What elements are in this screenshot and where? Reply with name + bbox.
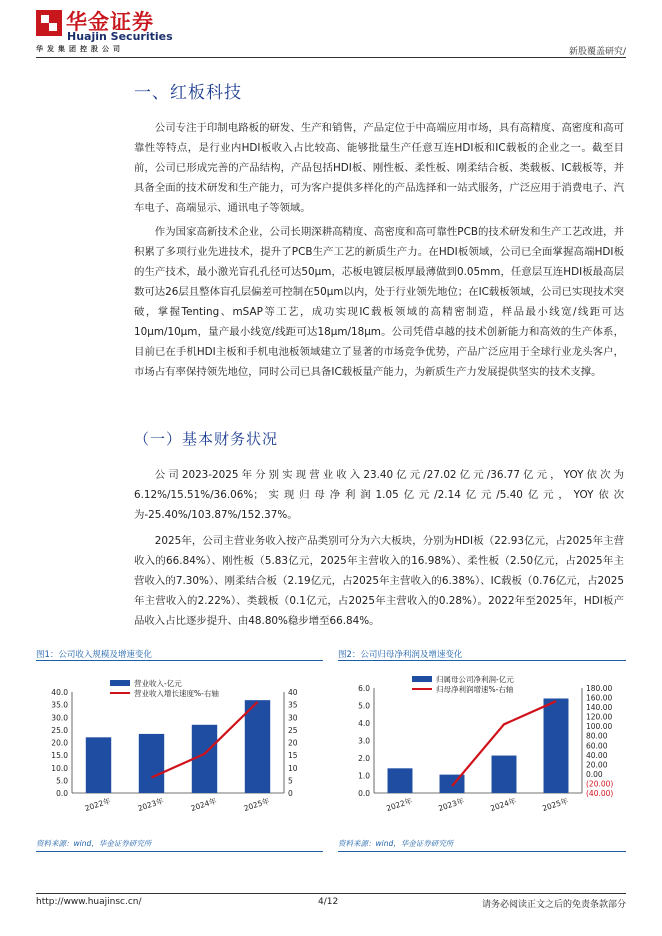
subsection-heading: （一）基本财务状况 <box>134 430 279 448</box>
y-tick-label-left: 2.0 <box>358 754 370 763</box>
legend-label-line: 营业收入增长速度%-右轴 <box>134 689 219 698</box>
bar <box>245 700 270 793</box>
y-tick-label-right: 20 <box>288 738 298 748</box>
section-heading: 一、红板科技 <box>134 83 242 103</box>
y-tick-label-right: 0 <box>288 789 293 798</box>
y-tick-label-left: 25.0 <box>51 725 68 735</box>
figure-2-source: 资料来源：wind，华金证券研究所 <box>338 839 454 848</box>
bar <box>492 756 517 793</box>
paragraph-revenue-breakdown: 2025年，公司主营业务收入按产品类别可分为六大板块，分别为HDI板（22.93亿元，占2025年主营收入的66.84%）、刚性板（5.83亿元，2025年主营收入的16.98%）、柔性板（2.50亿元，占2025年主营收入的7.30%）、刚柔结合板（2.19亿元，占2025年主营收入的6.38%）、IC载板（0.76亿元，占2025年主营收入的2.22%）、类载板（0.1亿元，占2025年主营收入的0.28%）。2022年至2025年，HDI板产品收入占比逐步提升、由48.80%稳步增至66.84%。 <box>134 535 624 627</box>
bar <box>544 699 569 794</box>
x-tick-label: 2023年 <box>437 796 466 814</box>
y-tick-label-right: (20.00) <box>586 779 614 789</box>
y-tick-label-right: 0.00 <box>586 769 603 779</box>
revenue-chart <box>36 664 326 836</box>
y-tick-label-left: 6.0 <box>358 684 370 693</box>
x-tick-label: 2025年 <box>242 796 271 814</box>
figure-2-top-rule <box>338 660 626 661</box>
bar <box>440 775 465 793</box>
legend-label-bar: 营业收入-亿元 <box>134 679 182 688</box>
report-type: 新股覆盖研究/ <box>568 47 626 57</box>
y-tick-label-right: 20.00 <box>586 760 608 770</box>
y-tick-label-right: 5 <box>288 776 293 786</box>
y-tick-label-right: 30 <box>288 713 298 723</box>
x-tick-label: 2025年 <box>541 796 570 814</box>
y-tick-label-right: 180.00 <box>586 684 613 693</box>
header-divider <box>36 57 626 58</box>
y-tick-label-right: 80.00 <box>586 731 608 741</box>
legend-label-bar: 归属母公司净利润-亿元 <box>436 675 514 684</box>
logo-text-cn: 华金证券 <box>66 10 154 34</box>
logo-text-en: Huajin Securities <box>67 30 173 43</box>
y-tick-label-right: 35 <box>288 700 298 710</box>
bar <box>388 768 413 793</box>
bar <box>86 737 111 793</box>
paragraph-financials: 公司2023-2025年分别实现营业收入23.40亿元/27.02亿元/36.77亿元，YOY依次为6.12%/15.51%/36.06%；实现归母净利润1.05亿元/2.14亿元/5.40亿元，YOY依次为-25.40%/103.87%/152.37%。 <box>134 469 624 521</box>
x-tick-label: 2024年 <box>489 796 518 814</box>
net-profit-chart <box>336 664 628 836</box>
x-tick-label: 2022年 <box>385 796 414 814</box>
y-tick-label-left: 0.0 <box>358 789 370 798</box>
huajin-logo-icon <box>36 10 62 36</box>
y-tick-label-right: 25 <box>288 725 298 735</box>
y-tick-label-left: 35.0 <box>51 700 68 710</box>
x-tick-label: 2023年 <box>136 796 165 814</box>
legend-swatch-bar <box>110 680 130 686</box>
y-tick-label-left: 5.0 <box>358 701 370 711</box>
y-tick-label-right: 120.00 <box>586 712 613 722</box>
y-tick-label-left: 40.0 <box>51 688 68 697</box>
y-tick-label-left: 1.0 <box>358 771 370 781</box>
legend-swatch-bar <box>412 676 432 682</box>
y-tick-label-left: 4.0 <box>358 719 370 728</box>
y-tick-label-left: 0.0 <box>56 789 68 798</box>
y-tick-label-left: 15.0 <box>51 751 68 761</box>
y-tick-label-right: 160.00 <box>586 693 613 703</box>
footer-divider <box>36 893 626 894</box>
figure-2-bottom-rule <box>338 851 626 852</box>
y-tick-label-right: 15 <box>288 751 298 761</box>
y-tick-label-right: (40.00) <box>586 789 614 798</box>
y-tick-label-left: 5.0 <box>56 776 68 786</box>
y-tick-label-right: 140.00 <box>586 703 613 713</box>
paragraph-company-profile: 公司专注于印制电路板的研发、生产和销售，产品定位于中高端应用市场，具有高精度、高密度和高可靠性等特点，是行业内HDI板收入占比较高、能够批量生产任意互连HDI板和IC载板的企业之一。截至目前，公司已形成完善的产品结构，产品包括HDI板、刚性板、柔性板、刚柔结合板、类载板、IC载板等，并具备全面的技术研发和生产能力，可为客户提供多样化的产品选择和一站式服务，广泛应用于消费电子、汽车电子、高端显示、通讯电子等领域。 <box>134 122 624 214</box>
figure-1-title: 图1：公司收入规模及增速变化 <box>36 650 152 660</box>
x-tick-label: 2022年 <box>83 796 112 814</box>
x-tick-label: 2024年 <box>189 796 218 814</box>
y-tick-label-left: 10.0 <box>51 763 68 773</box>
y-tick-label-right: 10 <box>288 763 298 773</box>
legend-label-line: 归母净利润增速%-右轴 <box>436 685 514 694</box>
y-tick-label-right: 40.00 <box>586 750 608 760</box>
figure-1-top-rule <box>36 660 323 661</box>
footer-url-link[interactable]: http://www.huajinsc.cn/ <box>36 897 142 907</box>
paragraph-technology: 作为国家高新技术企业，公司长期深耕高精度、高密度和高可靠性PCB的技术研发和生产工艺改进，并积累了多项行业先进技术，提升了PCB生产工艺的新质生产力。在HDI板领域，公司已全面掌握高端HDI板的生产技术，最小激光盲孔孔径可达50μm，芯板电镀层板厚最薄做到0.05mm，任意层互连HDI板最高层数可达26层且整体盲孔层偏差可控制在50μm以内，处于行业领先地位；在IC载板领域，公司已实现技术突破，掌握Tenting、mSAP等工艺，成功实现IC载板领域的高精密制造，样品最小线宽/线距可达10μm/10μm，量产最小线宽/线距可达18μm/18μm。公司凭借卓越的技术创新能力和高效的生产体系，目前已在手机HDI主板和手机电池板领域建立了显著的市场竞争优势，产品广泛应用于全球行业龙头客户，市场占有率保持领先地位，同时公司已具备IC载板量产能力，为新质生产力发展提供坚实的技术支撑。 <box>134 226 624 378</box>
company-tagline: 华发集团控股公司 <box>36 45 124 53</box>
y-tick-label-right: 40 <box>288 688 298 697</box>
page-number: 4/12 <box>318 897 339 907</box>
y-tick-label-left: 20.0 <box>51 738 68 748</box>
y-tick-label-left: 30.0 <box>51 713 68 723</box>
figure-1-source: 资料来源：wind，华金证券研究所 <box>36 839 152 848</box>
disclaimer-note: 请务必阅读正文之后的免责条款部分 <box>481 900 626 910</box>
figure-1-bottom-rule <box>36 851 323 852</box>
bar <box>139 734 164 793</box>
y-tick-label-right: 100.00 <box>586 722 613 732</box>
y-tick-label-right: 60.00 <box>586 741 608 751</box>
figure-2-title: 图2：公司归母净利润及增速变化 <box>338 650 463 660</box>
y-tick-label-left: 3.0 <box>358 736 370 746</box>
